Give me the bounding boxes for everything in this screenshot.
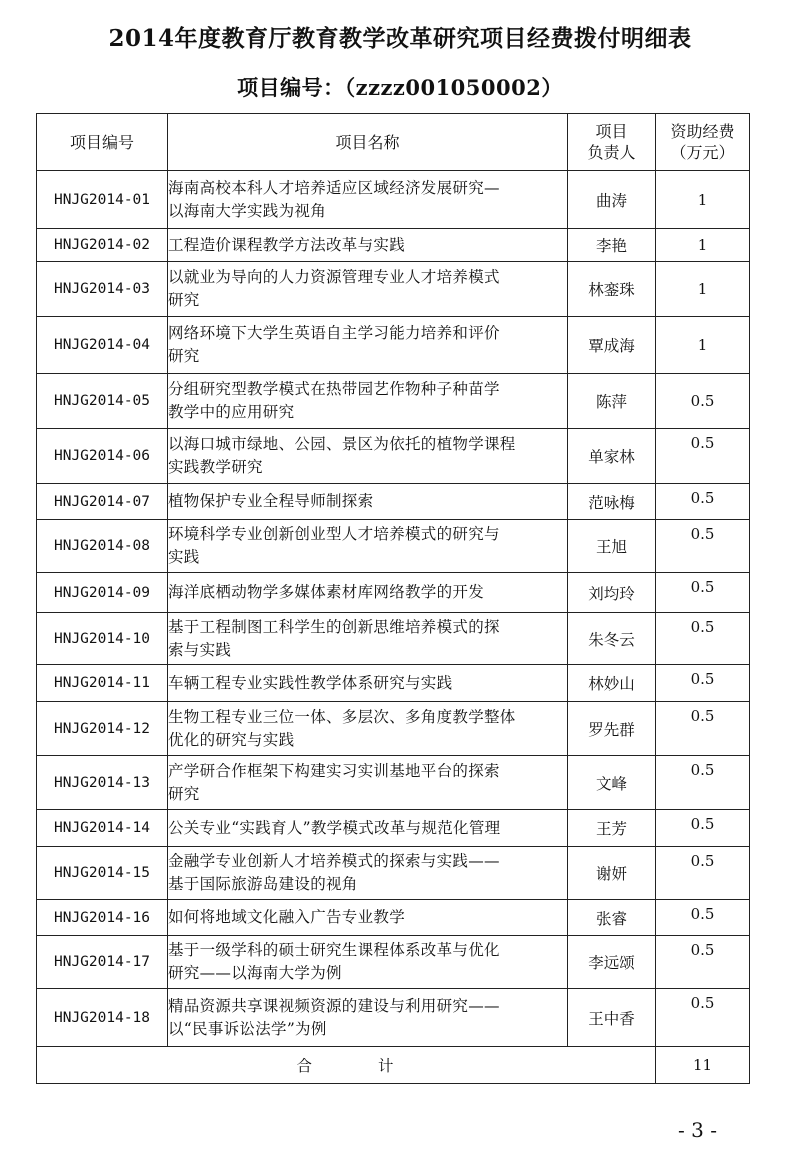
project-id-cell: HNJG2014-11	[37, 665, 168, 702]
header-funding-amount	[656, 114, 750, 171]
table-row	[37, 262, 750, 317]
project-id-cell: HNJG2014-03	[37, 262, 168, 317]
project-id-cell: HNJG2014-01	[37, 171, 168, 229]
project-name-line: 研究	[168, 291, 200, 309]
project-name-line: 基于国际旅游岛建设的视角	[168, 875, 358, 893]
project-name-line: 索与实践	[168, 640, 232, 659]
table-row	[37, 989, 750, 1047]
project-id-cell: HNJG2014-14	[37, 810, 168, 847]
project-id-cell: HNJG2014-08	[37, 520, 168, 573]
project-id-cell: HNJG2014-13	[37, 756, 168, 810]
project-name-cell	[168, 989, 568, 1047]
project-id-cell: HNJG2014-06	[37, 429, 168, 484]
funding-amount-cell: 0.5	[656, 665, 750, 702]
total-label-left: 合	[296, 1057, 314, 1075]
funding-amount-cell: 0.5	[656, 702, 750, 756]
table-header-row	[37, 114, 750, 171]
header-leader-line: 负责人	[587, 143, 636, 162]
project-name-cell	[168, 484, 568, 520]
project-id-cell: HNJG2014-15	[37, 847, 168, 900]
project-name-line: 植物保护专业全程导师制探索	[168, 492, 374, 510]
total-label-right: 计	[378, 1057, 396, 1075]
table-row	[37, 520, 750, 573]
project-leader-cell: 文峰	[568, 756, 656, 810]
project-leader-cell: 朱冬云	[568, 613, 656, 665]
project-id-cell: HNJG2014-05	[37, 374, 168, 429]
total-amount: 11	[656, 1047, 750, 1084]
table-row	[37, 573, 750, 613]
funding-amount-cell: 0.5	[656, 900, 750, 936]
table-row	[37, 900, 750, 936]
funding-amount-cell: 0.5	[656, 810, 750, 847]
project-name-line: 教学中的应用研究	[168, 403, 295, 421]
project-leader-cell: 王中香	[568, 989, 656, 1047]
project-leader-cell: 谢妍	[568, 847, 656, 900]
funding-amount-cell: 1	[656, 229, 750, 262]
project-name-line: 如何将地域文化融入广告专业教学	[168, 908, 406, 926]
project-name-line: 优化的研究与实践	[168, 730, 295, 749]
table-row	[37, 613, 750, 665]
project-leader-cell: 单家林	[568, 429, 656, 484]
project-name-cell	[168, 847, 568, 900]
total-label	[37, 1047, 656, 1084]
project-name-cell	[168, 171, 568, 229]
table-row	[37, 665, 750, 702]
page-number: - 3 -	[678, 1118, 717, 1142]
table-row	[37, 847, 750, 900]
project-name-line: 以就业为导向的人力资源管理专业人才培养模式	[168, 268, 500, 286]
project-name-cell	[168, 613, 568, 665]
funding-amount-cell: 0.5	[656, 936, 750, 989]
total-row	[37, 1047, 750, 1084]
project-leader-cell: 覃成海	[568, 317, 656, 374]
project-leader-cell: 张睿	[568, 900, 656, 936]
project-name-line: 精品资源共享课视频资源的建设与利用研究——	[168, 996, 500, 1015]
project-name-line: 海洋底栖动物学多媒体素材库网络教学的开发	[168, 583, 485, 601]
project-name-line: 基于工程制图工科学生的创新思维培养模式的探	[168, 617, 500, 636]
funding-amount-cell: 1	[656, 317, 750, 374]
project-name-cell	[168, 573, 568, 613]
project-number-heading: 项目编号：（zzzz001050002）	[237, 75, 563, 100]
table-body	[37, 171, 750, 1047]
project-name-cell	[168, 429, 568, 484]
table-row	[37, 171, 750, 229]
project-name-cell	[168, 229, 568, 262]
project-leader-cell: 王旭	[568, 520, 656, 573]
table-row	[37, 484, 750, 520]
project-id-cell: HNJG2014-12	[37, 702, 168, 756]
project-name-cell	[168, 756, 568, 810]
table-row	[37, 936, 750, 989]
project-name-line: 车辆工程专业实践性教学体系研究与实践	[168, 673, 453, 692]
project-name-cell	[168, 665, 568, 702]
project-name-cell	[168, 702, 568, 756]
header-leader-line: 项目	[595, 122, 628, 141]
project-leader-cell: 王芳	[568, 810, 656, 847]
project-leader-cell: 李艳	[568, 229, 656, 262]
project-name-cell	[168, 900, 568, 936]
project-name-cell	[168, 262, 568, 317]
project-name-cell	[168, 810, 568, 847]
table-row	[37, 756, 750, 810]
project-name-line: 研究	[168, 347, 200, 365]
funding-amount-cell: 0.5	[656, 756, 750, 810]
project-id-cell: HNJG2014-02	[37, 229, 168, 262]
project-leader-cell: 李远颂	[568, 936, 656, 989]
project-id-cell: HNJG2014-17	[37, 936, 168, 989]
funding-amount-cell: 0.5	[656, 989, 750, 1047]
project-name-line: 金融学专业创新人才培养模式的探索与实践——	[168, 852, 500, 870]
project-leader-cell: 罗先群	[568, 702, 656, 756]
project-id-cell: HNJG2014-10	[37, 613, 168, 665]
funding-table	[36, 113, 750, 1084]
header-project-leader	[568, 114, 656, 171]
table-row	[37, 810, 750, 847]
funding-amount-cell: 0.5	[656, 374, 750, 429]
project-name-line: 以“民事诉讼法学”为例	[168, 1019, 327, 1038]
project-name-line: 环境科学专业创新创业型人才培养模式的研究与	[168, 525, 500, 543]
project-name-line: 以海南大学实践为视角	[168, 201, 327, 220]
project-name-line: 工程造价课程教学方法改革与实践	[168, 235, 406, 254]
project-id-cell: HNJG2014-16	[37, 900, 168, 936]
project-name-line: 研究	[168, 784, 200, 803]
project-leader-cell: 范咏梅	[568, 484, 656, 520]
table-row	[37, 702, 750, 756]
project-name-line: 生物工程专业三位一体、多层次、多角度教学整体	[168, 707, 516, 726]
project-name-cell	[168, 317, 568, 374]
project-name-cell	[168, 936, 568, 989]
header-amount-line: （万元）	[670, 143, 735, 162]
header-project-name: 项目名称	[168, 114, 568, 171]
project-name-line: 海南高校本科人才培养适应区域经济发展研究—	[168, 178, 500, 197]
project-leader-cell: 刘均玲	[568, 573, 656, 613]
funding-amount-cell: 0.5	[656, 484, 750, 520]
funding-amount-cell: 1	[656, 171, 750, 229]
project-leader-cell: 林妙山	[568, 665, 656, 702]
project-id-cell: HNJG2014-18	[37, 989, 168, 1047]
funding-amount-cell: 0.5	[656, 847, 750, 900]
project-name-line: 实践	[168, 548, 200, 566]
project-name-cell	[168, 520, 568, 573]
project-name-cell	[168, 374, 568, 429]
funding-amount-cell: 0.5	[656, 520, 750, 573]
table-row	[37, 317, 750, 374]
header-amount-line: 资助经费	[670, 122, 735, 141]
page-title: 2014年度教育厅教育教学改革研究项目经费拨付明细表	[108, 25, 692, 52]
project-name-line: 公关专业“实践育人”教学模式改革与规范化管理	[168, 818, 501, 837]
funding-amount-cell: 0.5	[656, 429, 750, 484]
project-id-cell: HNJG2014-04	[37, 317, 168, 374]
funding-amount-cell: 0.5	[656, 573, 750, 613]
project-name-line: 研究——以海南大学为例	[168, 964, 342, 982]
project-leader-cell: 陈萍	[568, 374, 656, 429]
project-id-cell: HNJG2014-09	[37, 573, 168, 613]
table-row	[37, 229, 750, 262]
project-name-line: 网络环境下大学生英语自主学习能力培养和评价	[168, 324, 500, 342]
project-name-line: 实践教学研究	[168, 458, 263, 476]
funding-amount-cell: 1	[656, 262, 750, 317]
table-row	[37, 429, 750, 484]
project-leader-cell: 曲涛	[568, 171, 656, 229]
header-project-id: 项目编号	[37, 114, 168, 171]
project-name-line: 以海口城市绿地、公园、景区为依托的植物学课程	[168, 435, 516, 453]
project-name-line: 分组研究型教学模式在热带园艺作物种子种苗学	[168, 380, 500, 398]
project-name-line: 产学研合作框架下构建实习实训基地平台的探索	[168, 761, 500, 780]
project-id-cell: HNJG2014-07	[37, 484, 168, 520]
project-leader-cell: 林銮珠	[568, 262, 656, 317]
funding-amount-cell: 0.5	[656, 613, 750, 665]
project-name-line: 基于一级学科的硕士研究生课程体系改革与优化	[168, 941, 500, 959]
table-row	[37, 374, 750, 429]
